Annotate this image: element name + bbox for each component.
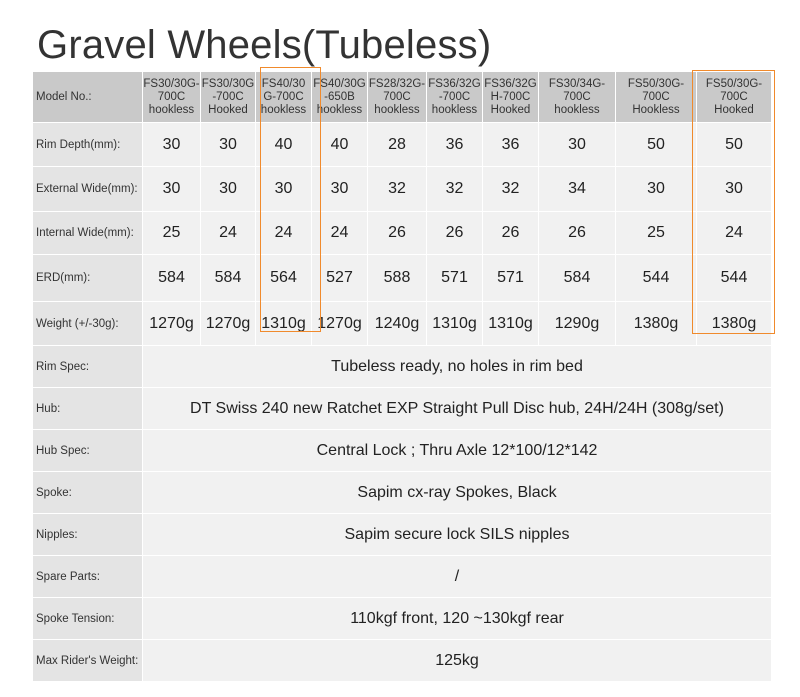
- model-header: [312, 72, 368, 123]
- model-header-line: hookless: [374, 103, 420, 116]
- model-header-line: -700C: [212, 90, 244, 103]
- value-cell: 24: [201, 212, 256, 255]
- value-cell: 34: [539, 167, 616, 212]
- row-label: Rim Spec:: [33, 346, 143, 388]
- value-cell: 544: [616, 255, 697, 302]
- value-cell: 30: [143, 123, 201, 167]
- model-header-line: FS40/30G: [313, 77, 366, 90]
- value-cell: 30: [697, 167, 772, 212]
- spec-value-cell: 110kgf front, 120 ~130kgf rear: [143, 598, 772, 640]
- row-label: External Wide(mm):: [33, 167, 143, 212]
- value-cell: 584: [539, 255, 616, 302]
- model-header-line: Hooked: [490, 103, 531, 116]
- value-cell: 1310g: [483, 302, 539, 346]
- value-cell: 50: [616, 123, 697, 167]
- model-header-line: H-700C: [490, 90, 531, 103]
- value-cell: 30: [143, 167, 201, 212]
- table-row: [33, 302, 772, 346]
- model-header: [427, 72, 483, 123]
- value-cell: 30: [256, 167, 312, 212]
- model-header-line: FS36/32G: [484, 77, 537, 90]
- value-cell: 25: [143, 212, 201, 255]
- value-cell: 30: [312, 167, 368, 212]
- value-cell: 26: [483, 212, 539, 255]
- model-header-line: 700C: [157, 90, 186, 103]
- table-row: [33, 556, 772, 598]
- value-cell: 1270g: [201, 302, 256, 346]
- value-cell: 24: [256, 212, 312, 255]
- value-cell: 1270g: [143, 302, 201, 346]
- model-header-line: -700C: [438, 90, 471, 103]
- spec-value-cell: Tubeless ready, no holes in rim bed: [143, 346, 772, 388]
- value-cell: 32: [427, 167, 483, 212]
- value-cell: 30: [201, 123, 256, 167]
- value-cell: 26: [368, 212, 427, 255]
- value-cell: 30: [201, 167, 256, 212]
- table-row: [33, 430, 772, 472]
- value-cell: 1240g: [368, 302, 427, 346]
- value-cell: 26: [427, 212, 483, 255]
- value-cell: 1380g: [616, 302, 697, 346]
- spec-value-cell: /: [143, 556, 772, 598]
- value-cell: 527: [312, 255, 368, 302]
- value-cell: 1270g: [312, 302, 368, 346]
- model-header-line: FS40/30: [261, 77, 306, 90]
- spec-value-cell: Sapim secure lock SILS nipples: [143, 514, 772, 556]
- value-cell: 30: [616, 167, 697, 212]
- value-cell: 584: [143, 255, 201, 302]
- model-header-line: Hooked: [208, 103, 248, 116]
- model-header-line: hookless: [554, 103, 600, 116]
- model-header-line: FS50/30G-: [627, 77, 685, 90]
- table-row: [33, 167, 772, 212]
- value-cell: 584: [201, 255, 256, 302]
- model-header-line: hookless: [316, 103, 363, 116]
- row-label: Internal Wide(mm):: [33, 212, 143, 255]
- row-label: Hub Spec:: [33, 430, 143, 472]
- page-title: Gravel Wheels(Tubeless): [37, 23, 492, 67]
- model-header-line: hookless: [431, 103, 478, 116]
- model-header-line: FS30/30G: [201, 77, 255, 90]
- value-cell: 564: [256, 255, 312, 302]
- value-cell: 1380g: [697, 302, 772, 346]
- value-cell: 32: [368, 167, 427, 212]
- table-row: [33, 212, 772, 255]
- model-header-line: 700C: [383, 90, 411, 103]
- model-header: [483, 72, 539, 123]
- model-header: [256, 72, 312, 123]
- value-cell: 25: [616, 212, 697, 255]
- value-cell: 40: [256, 123, 312, 167]
- model-header-line: hookless: [148, 103, 195, 116]
- row-label: Hub:: [33, 388, 143, 430]
- row-label: Spare Parts:: [33, 556, 143, 598]
- model-header-line: FS30/34G-: [548, 77, 606, 90]
- model-header-line: hookless: [260, 103, 307, 116]
- model-header-line: FS50/30G-: [705, 77, 763, 90]
- model-header-line: G-700C: [263, 90, 304, 103]
- header-row: [33, 72, 772, 123]
- spec-value-cell: Central Lock ; Thru Axle 12*100/12*142: [143, 430, 772, 472]
- spec-value-cell: 125kg: [143, 640, 772, 682]
- value-cell: 30: [539, 123, 616, 167]
- spec-table: [33, 72, 772, 682]
- model-header-line: 700C: [563, 90, 591, 103]
- value-cell: 1310g: [256, 302, 312, 346]
- table-row: [33, 388, 772, 430]
- model-header: [539, 72, 616, 123]
- row-label: Max Rider's Weight:: [33, 640, 143, 682]
- header-label: Model No.:: [33, 72, 143, 123]
- value-cell: 24: [697, 212, 772, 255]
- value-cell: 26: [539, 212, 616, 255]
- model-header: [201, 72, 256, 123]
- table-row: [33, 514, 772, 556]
- value-cell: 36: [483, 123, 539, 167]
- model-header-line: FS36/32G: [428, 77, 481, 90]
- value-cell: 544: [697, 255, 772, 302]
- table-body: [33, 123, 772, 682]
- value-cell: 36: [427, 123, 483, 167]
- row-label: Nipples:: [33, 514, 143, 556]
- table-row: [33, 255, 772, 302]
- model-header: [368, 72, 427, 123]
- value-cell: 571: [483, 255, 539, 302]
- row-label: Spoke Tension:: [33, 598, 143, 640]
- model-header-line: Hooked: [714, 103, 754, 116]
- row-label: Spoke:: [33, 472, 143, 514]
- model-header: [697, 72, 772, 123]
- table-row: [33, 346, 772, 388]
- row-label: Rim Depth(mm):: [33, 123, 143, 167]
- model-header-line: 700C: [642, 90, 670, 103]
- table-row: [33, 123, 772, 167]
- value-cell: 588: [368, 255, 427, 302]
- row-label: ERD(mm):: [33, 255, 143, 302]
- value-cell: 28: [368, 123, 427, 167]
- model-header: [616, 72, 697, 123]
- value-cell: 1310g: [427, 302, 483, 346]
- table-row: [33, 598, 772, 640]
- spec-value-cell: DT Swiss 240 new Ratchet EXP Straight Pull Disc hub, 24H/24H (308g/set): [143, 388, 772, 430]
- table-row: [33, 472, 772, 514]
- value-cell: 571: [427, 255, 483, 302]
- model-header-line: FS28/32G-: [368, 77, 426, 90]
- model-header-line: -650B: [324, 90, 355, 103]
- value-cell: 1290g: [539, 302, 616, 346]
- model-header-line: FS30/30G-: [143, 77, 200, 90]
- row-label: Weight (+/-30g):: [33, 302, 143, 346]
- model-header-line: 700C: [720, 90, 748, 103]
- spec-value-cell: Sapim cx-ray Spokes, Black: [143, 472, 772, 514]
- table-row: [33, 640, 772, 682]
- value-cell: 50: [697, 123, 772, 167]
- value-cell: 32: [483, 167, 539, 212]
- value-cell: 24: [312, 212, 368, 255]
- value-cell: 40: [312, 123, 368, 167]
- model-header: [143, 72, 201, 123]
- model-header-line: Hookless: [632, 103, 680, 116]
